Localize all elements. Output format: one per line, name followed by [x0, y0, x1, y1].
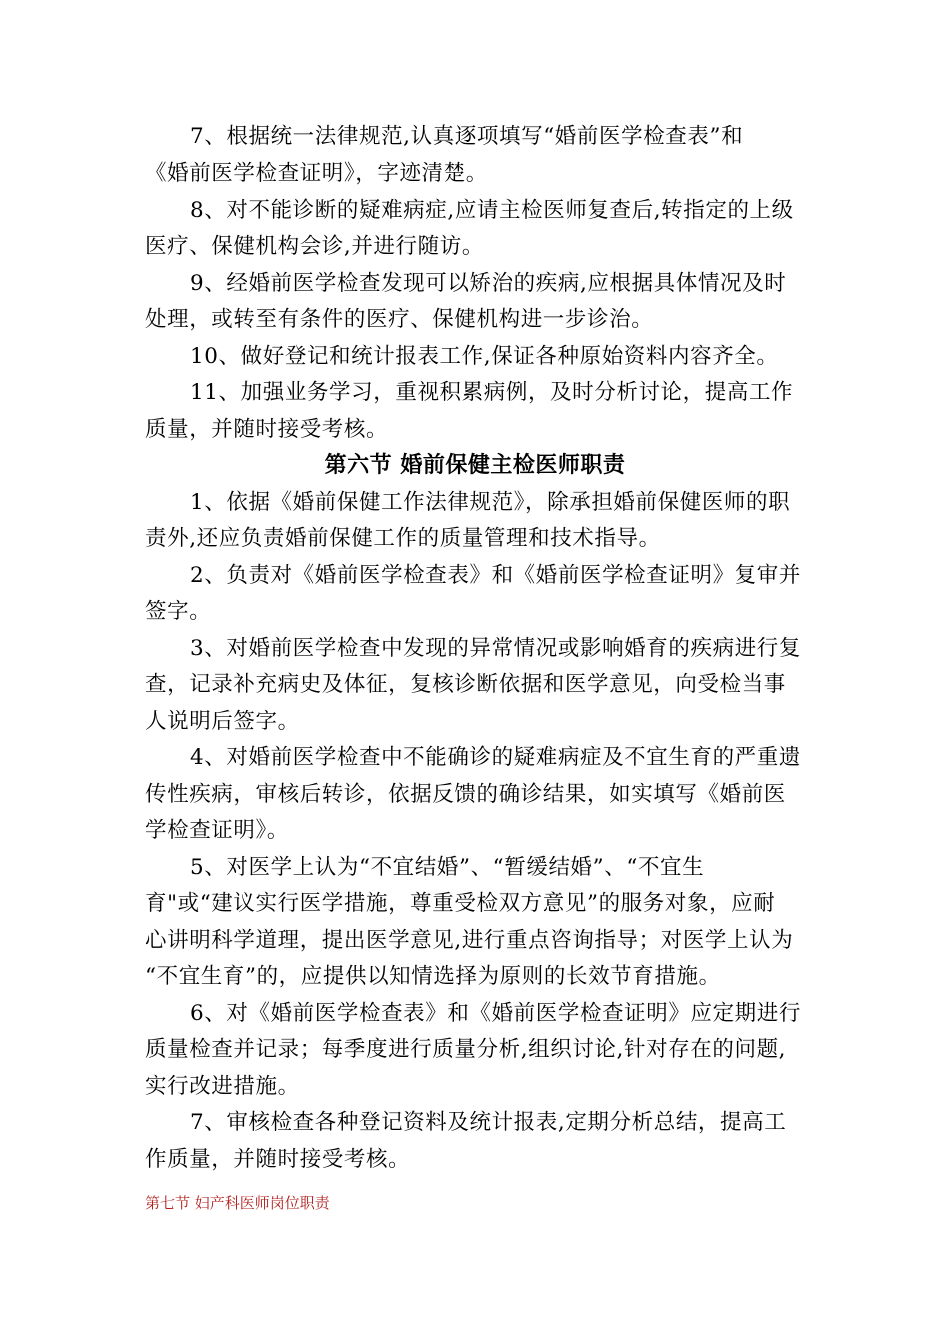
next-section-heading: 第七节 妇产科医师岗位职责 — [145, 1194, 330, 1212]
paragraph-line: 质量检查并记录；每季度进行质量分析,组织讨论,针对存在的问题, — [145, 1037, 787, 1062]
paragraph-line: 签字。 — [145, 599, 212, 624]
section-heading: 第六节 婚前保健主检医师职责 — [324, 453, 626, 478]
paragraph-line: 4、对婚前医学检查中不能确诊的疑难病症及不宜生育的严重遗 — [190, 745, 801, 770]
paragraph-line: 查，记录补充病史及体征，复核诊断依据和医学意见，向受检当事 — [145, 672, 786, 697]
paragraph-line: 人说明后签字。 — [145, 709, 300, 734]
paragraph-line: 质量，并随时接受考核。 — [145, 417, 389, 442]
paragraph-line: 传性疾病，审核后转诊，依据反馈的确诊结果，如实填写《婚前医 — [145, 782, 786, 807]
paragraph-line: 实行改进措施。 — [145, 1074, 300, 1099]
paragraph-line: 7、根据统一法律规范,认真逐项填写“婚前医学检查表”和 — [190, 124, 744, 149]
paragraph-line: 8、对不能诊断的疑难病症,应请主检医师复查后,转指定的上级 — [190, 198, 794, 223]
paragraph-line: 育"或“建议实行医学措施，尊重受检双方意见”的服务对象，应耐 — [145, 891, 776, 916]
paragraph-line: 心讲明科学道理，提出医学意见,进行重点咨询指导；对医学上认为 — [145, 928, 794, 953]
paragraph-line: 3、对婚前医学检查中发现的异常情况或影响婚育的疾病进行复 — [190, 636, 801, 661]
paragraph-line: 5、对医学上认为“不宜结婚”、“暂缓结婚”、“不宜生 — [190, 855, 705, 880]
paragraph-line: 10、做好登记和统计报表工作,保证各种原始资料内容齐全。 — [190, 344, 779, 369]
paragraph-line: 11、加强业务学习，重视积累病例，及时分析讨论，提高工作 — [190, 380, 794, 405]
paragraph-line: 责外,还应负责婚前保健工作的质量管理和技术指导。 — [145, 526, 661, 551]
paragraph-line: 9、经婚前医学检查发现可以矫治的疾病,应根据具体情况及时 — [190, 271, 787, 296]
paragraph-line: 《婚前医学检查证明》，字迹清楚。 — [145, 161, 488, 186]
paragraph-line: 处理，或转至有条件的医疗、保健机构进一步诊治。 — [145, 307, 654, 332]
paragraph-line: 医疗、保健机构会诊,并进行随访。 — [145, 234, 484, 259]
paragraph-line: 6、对《婚前医学检查表》和《婚前医学检查证明》应定期进行 — [190, 1001, 801, 1026]
paragraph-line: 作质量，并随时接受考核。 — [145, 1147, 411, 1172]
paragraph-line: 7、审核检查各种登记资料及统计报表,定期分析总结，提高工 — [190, 1110, 787, 1135]
paragraph-line: 学检查证明》。 — [145, 818, 289, 843]
paragraph-line: “不宜生育”的，应提供以知情选择为原则的长效节育措施。 — [145, 964, 721, 989]
paragraph-line: 1、依据《婚前保健工作法律规范》，除承担婚前保健医师的职 — [190, 490, 791, 515]
paragraph-line: 2、负责对《婚前医学检查表》和《婚前医学检查证明》复审并 — [190, 563, 801, 588]
